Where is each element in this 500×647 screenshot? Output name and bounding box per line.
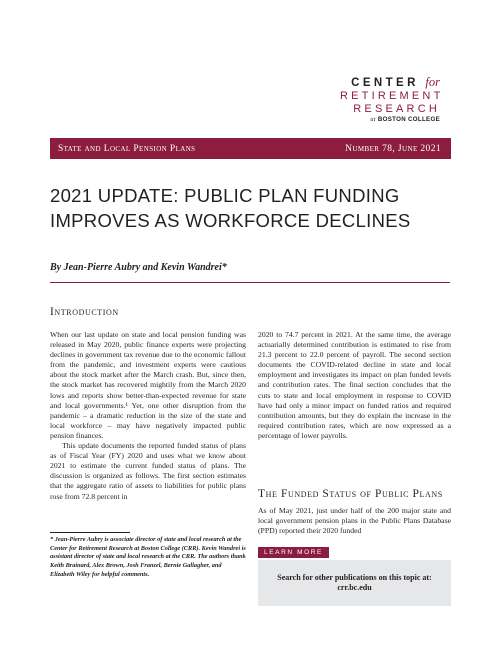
logo-retirement: RETIREMENT [340,90,444,102]
series-name: State and Local Pension Plans [58,143,196,154]
byline: By Jean-Pierre Aubry and Kevin Wandrei* [50,262,227,273]
series-band [50,138,451,159]
paragraph: This update documents the reported funded status of plans as of Fiscal Year (FY) 2020 and uses what we know about 2021 to estimate the current funded status of plans. The discussion is organized as follows. The first section estimates that the aggregate ratio of assets to liabilities for public plans rose from 72.8 percent in [50,441,246,501]
logo-research: RESEARCH [353,102,440,115]
title-line-1: 2021 UPDATE: PUBLIC PLAN FUNDING [50,185,400,206]
funded-status-heading: The Funded Status of Public Plans [258,488,443,500]
issue-number: Number 78, June 2021 [345,143,441,154]
footnote-rule [50,532,130,533]
divider-top [50,282,450,283]
logo-center: CENTER [351,77,419,89]
learn-more-link[interactable]: crr.bc.edu [337,583,372,592]
paragraph: As of May 2021, just under half of the 200 major state and local government pension plans in the Public Plans Database (PPD) reported their 2020 funded [258,506,451,536]
learn-more-box [258,541,451,606]
body-column-right-lower [258,506,451,536]
logo-at: at [370,116,376,123]
learn-more-text: Search for other publications on this topic at: [277,572,432,582]
logo-college: BOSTON COLLEGE [377,116,440,123]
paragraph: 2020 to 74.7 percent in 2021. At the same time, the average actuarially determined contribution is estimated to rise from 21.3 percent to 22.0 percent of payroll. The second section documents the COVID-related decline in state and local employment and investigates its impact on plan funded levels and contribution rates. The final section concludes that the cuts to state and local employment in response to COVID have had only a minor impact on funded ratios and required contribution amounts, but they do explain the increase in the required contribution rates, which are now expressed as a percentage of lower payrolls. [258,330,451,440]
paragraph: When our last update on state and local pension funding was released in May 2020, public finance experts were projecting declines in government tax revenue due to the economic fallout from the pandemic, and investment experts were cautious about the stock market after the March crash. But, since then, the stock market has recovered mightily from the March 2020 lows and reports show better-than-expected revenue for state and local governments.¹ Yet, one other disruption from the pandemic – a dramatic reduction in the size of the state and local workforce – may have negatively impacted public pension finances. [50,330,246,440]
crr-logo [340,75,444,124]
title-line-2: IMPROVES AS WORKFORCE DECLINES [50,210,411,231]
logo-for: for [425,75,440,89]
body-column-right [258,330,451,441]
body-column-left [50,330,246,502]
page-title [50,183,460,233]
learn-more-content [258,560,451,606]
intro-heading: Introduction [50,306,119,318]
learn-more-tab: LEARN MORE [258,547,329,558]
author-footnote: * Jean-Pierre Aubry is associate director of state and local research at the Center for Retirement Research at Boston College (CRR). Kevin Wandrei is assistant director of state and local research at the CRR. The authors thank Keith Brainard, Alex Brown, Josh Franzel, Bernie Gallagher, and Elizabeth Wiley for helpful comments. [50,536,246,578]
